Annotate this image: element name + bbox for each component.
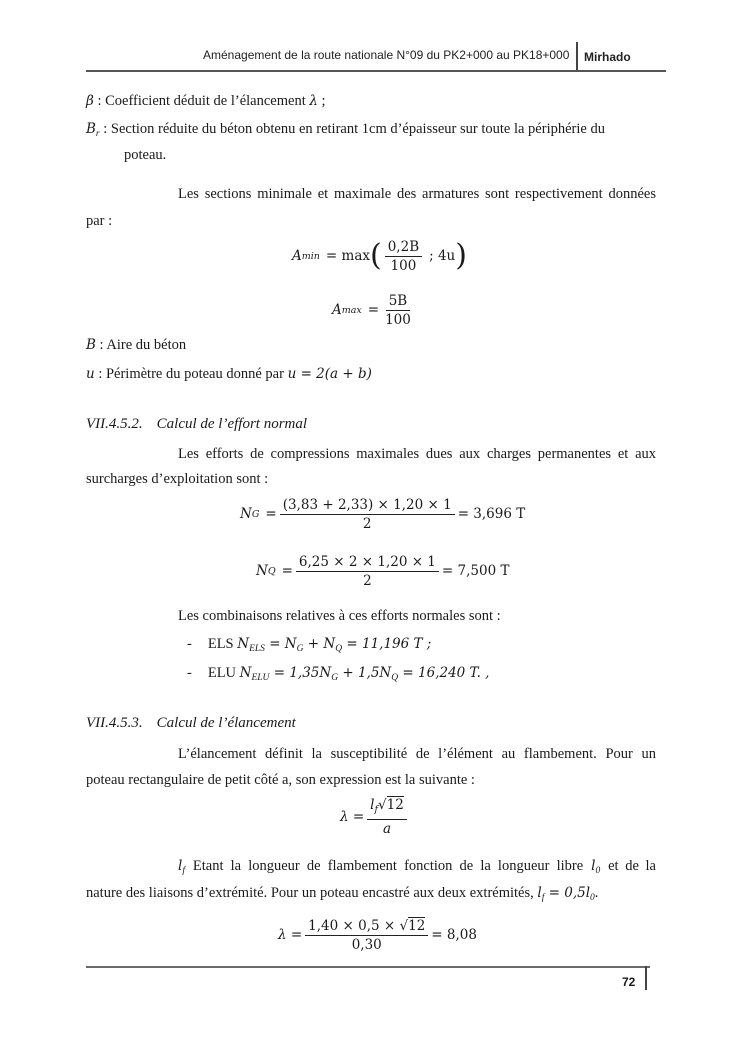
para-elancement-line2: poteau rectangulaire de petit côté a, son expression est la suivante :: [86, 772, 475, 788]
lf-sub: f: [182, 866, 185, 876]
page-number: 72: [622, 975, 636, 989]
sqrt-icon: √: [399, 917, 409, 934]
lambda-val-fraction: [305, 917, 428, 954]
amin-lhs: A: [292, 248, 302, 264]
amax-sub: max: [341, 304, 362, 316]
amax-num: 5B: [386, 292, 411, 311]
lambda-num-l: l: [370, 797, 375, 813]
nq-num: 6,25 × 2 × 1,20 × 1: [296, 553, 439, 572]
els-end: = 11,196 T ;: [342, 636, 432, 652]
amin-den: 100: [390, 257, 417, 274]
def-br: [86, 119, 656, 144]
amin-num: 0,2B: [385, 238, 422, 257]
ng-result: = 3,696 T: [457, 506, 526, 522]
sqrt-icon: √: [378, 797, 387, 813]
amin-rparen: ): [455, 238, 467, 273]
header-divider: [576, 42, 578, 72]
para-sections-line1: Les sections minimale et maximale des armatures sont respectivement données: [178, 186, 656, 202]
elu-end: = 16,240 T. ,: [398, 665, 490, 681]
nq-result: = 7,500 T: [441, 563, 510, 579]
def-u: [86, 364, 372, 384]
para-combinaisons: Les combinaisons relatives à ces efforts normales sont :: [178, 608, 501, 624]
els-s2: Q: [335, 644, 343, 654]
lf2-sub: f: [541, 893, 545, 903]
elu-label: ELU: [207, 665, 240, 681]
amin-rest: ; 4u: [429, 248, 456, 264]
beta-end: ;: [317, 93, 326, 109]
amin-fraction: [385, 238, 422, 275]
nq-eq: =: [281, 563, 293, 579]
els-expr: = N: [264, 636, 297, 652]
section-title: Calcul de l’élancement: [156, 715, 296, 731]
para-lf-line1: [178, 856, 656, 881]
ng-num: (3,83 + 2,33) × 1,20 × 1: [280, 496, 455, 515]
section-heading-elancement: [86, 715, 296, 732]
elu-expr: = 1,35N: [269, 665, 332, 681]
lambda-val-num-sqrt: 12: [408, 917, 426, 934]
section-title: Calcul de l’effort normal: [156, 416, 308, 432]
elu-s2: Q: [391, 673, 399, 683]
l0-sym: l: [591, 858, 596, 874]
lambda-num-sqrt: 12: [386, 797, 404, 813]
amin-eq: = max: [325, 248, 370, 264]
lambda-symbol: λ: [309, 93, 318, 109]
formula-ng: [240, 494, 525, 534]
lf2-eq: = 0,5l: [544, 885, 591, 901]
lf-text-end: et de la: [608, 858, 656, 874]
lambda-num: [367, 796, 407, 820]
amax-fraction: [382, 292, 414, 329]
formula-amin: [292, 236, 467, 276]
formula-amax: [332, 290, 417, 330]
els-sub: ELS: [249, 644, 265, 654]
u-formula: u = 2(a + b): [287, 366, 372, 382]
lf-line2-text: nature des liaisons d’extrémité. Pour un poteau encastré aux deux extrémités,: [86, 885, 538, 901]
lambda-fraction: [367, 796, 407, 838]
para-efforts-line2: surcharges d’exploitation sont :: [86, 471, 269, 487]
lambda-val-num: [305, 917, 428, 936]
lf2-sub2: 0: [590, 893, 595, 903]
combination-els: [187, 634, 431, 659]
elu-s1: G: [331, 673, 339, 683]
combination-elu: [187, 663, 489, 688]
br-sub: r: [95, 129, 100, 139]
lf-text: Etant la longueur de flambement fonction de la longueur libre: [192, 858, 584, 874]
para-lf-line2: [86, 883, 598, 908]
nq-fraction: [296, 553, 439, 590]
beta-text: : Coefficient déduit de l’élancement: [93, 93, 310, 109]
list-bullet: -: [187, 665, 192, 681]
def-b: [86, 335, 186, 355]
amax-lhs: A: [332, 302, 342, 318]
ng-den: 2: [362, 515, 372, 532]
els-mid: + N: [303, 636, 336, 652]
def-br-cont: poteau.: [124, 147, 167, 163]
lambda-num-sub: f: [374, 804, 379, 815]
nq-lhs: N: [256, 563, 268, 579]
lambda-val-num-text: 1,40 × 0,5 ×: [308, 917, 400, 934]
formula-lambda-value: [278, 914, 477, 956]
l0-sub: 0: [595, 866, 601, 876]
els-label: ELS: [207, 636, 238, 652]
header-rule: [86, 70, 666, 72]
beta-symbol: β: [86, 93, 94, 109]
els-s1: G: [296, 644, 304, 654]
u-symbol: u: [86, 366, 95, 382]
ng-eq: =: [265, 506, 277, 522]
section-heading-effort: [86, 416, 307, 433]
br-symbol: B: [86, 121, 96, 137]
amax-den: 100: [385, 311, 411, 328]
footer-rule: [86, 966, 650, 968]
b-text: : Aire du béton: [95, 337, 187, 353]
header-author: Mirhado: [584, 50, 631, 64]
nq-sub: Q: [267, 565, 276, 577]
formula-nq: [256, 551, 509, 591]
amax-eq: =: [367, 302, 380, 318]
u-text: : Périmètre du poteau donné par: [94, 366, 288, 382]
b-symbol: B: [86, 337, 96, 353]
els-sym: N: [237, 636, 250, 652]
br-text: : Section réduite du béton obtenu en retirant 1cm d’épaisseur sur toute la périphérie du: [99, 121, 605, 137]
section-number: VII.4.5.3.: [86, 715, 143, 731]
lambda-val-lhs: λ =: [278, 927, 303, 943]
def-beta: [86, 91, 326, 111]
ng-sub: G: [251, 508, 260, 520]
lambda-den: a: [382, 821, 392, 837]
lf2-end: .: [594, 885, 599, 901]
amin-lparen: (: [370, 238, 382, 273]
lambda-val-result: = 8,08: [431, 927, 477, 943]
ng-lhs: N: [240, 506, 252, 522]
lf-sym: l: [178, 858, 183, 874]
para-efforts-line1: Les efforts de compressions maximales dues aux charges permanentes et aux: [178, 446, 656, 462]
ng-fraction: [280, 496, 455, 533]
footer-divider: [645, 966, 647, 990]
amin-sub: min: [301, 250, 320, 262]
elu-sym: N: [239, 665, 252, 681]
para-elancement-line1: L’élancement définit la susceptibilité de l’élément au flambement. Pour un: [178, 746, 656, 762]
lf2-sym: l: [537, 885, 542, 901]
lambda-lhs: λ =: [340, 809, 365, 825]
para-sections-line2: par :: [86, 213, 113, 229]
elu-sub: ELU: [251, 673, 270, 683]
section-number: VII.4.5.2.: [86, 416, 143, 432]
elu-mid: + 1,5N: [338, 665, 392, 681]
lambda-val-den: 0,30: [351, 936, 382, 953]
list-bullet: -: [187, 636, 192, 652]
header-title: Aménagement de la route nationale N°09 du PK2+000 au PK18+000: [203, 48, 570, 62]
nq-den: 2: [363, 572, 372, 589]
formula-lambda: [340, 796, 410, 838]
